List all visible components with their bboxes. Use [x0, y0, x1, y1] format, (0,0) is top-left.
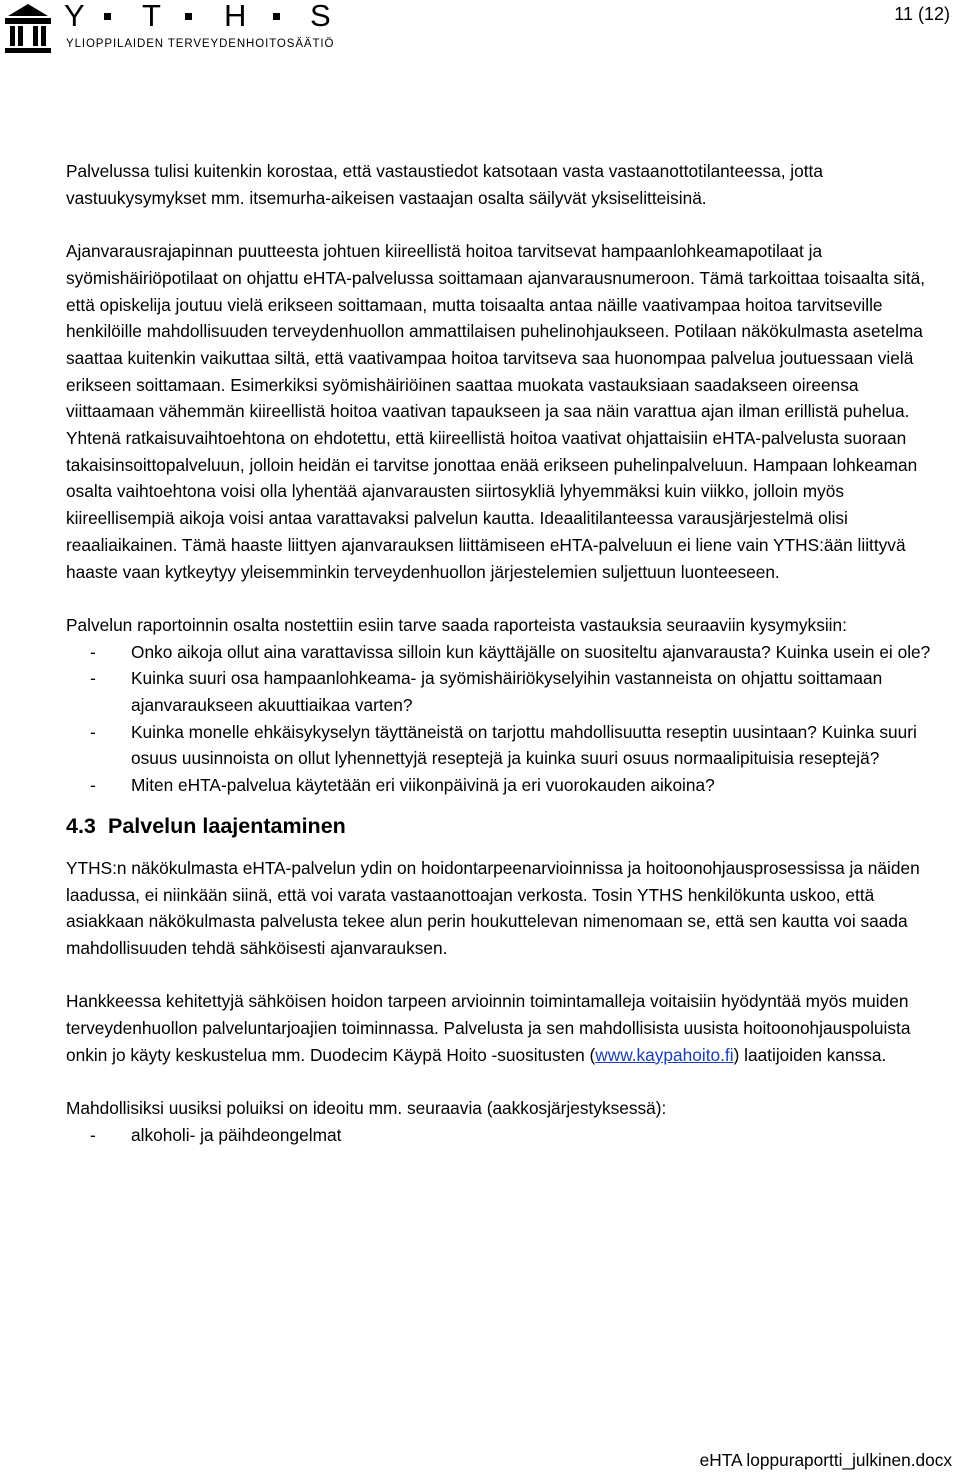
- list-dash: -: [90, 775, 96, 796]
- list-dash: -: [90, 721, 96, 742]
- section-title: Palvelun laajentaminen: [108, 813, 346, 838]
- list-item: [66, 719, 950, 772]
- list-item-text: Onko aikoja ollut aina varattavissa silloin kun käyttäjälle on suositeltu ajanvarausta? Kuinka usein ei ole?: [131, 641, 931, 662]
- list-dash: -: [90, 641, 96, 662]
- svg-text:H: H: [224, 0, 247, 30]
- paragraph-3: Palvelun raportoinnin osalta nostettiin esiin tarve saada raporteista vastauksia seuraaviin kysymyksiin:: [66, 614, 847, 635]
- page-header: [0, 0, 960, 60]
- yths-logo-icon: [2, 2, 54, 54]
- logo-wordmark: [64, 0, 344, 30]
- svg-text:T: T: [142, 0, 161, 30]
- list-item: [66, 639, 950, 666]
- section-number: 4.3: [66, 813, 96, 838]
- new-paths-list: [66, 1122, 950, 1149]
- paragraph-5-text-end: ) laatijoiden kanssa.: [733, 1044, 887, 1065]
- paragraph-5-text: Hankkeessa kehitettyjä sähköisen hoidon tarpeen arvioinnin toimintamalleja voitaisiin hyödyntää myös muiden terveydenhuollon palveluntarjoajien toiminnassa. Palvelusta ja sen mahdollisista uusista hoitoonohjauspoluista onkin jo käyty keskustelua mm. Duodecim Käypä Hoito -suositusten (: [66, 991, 911, 1065]
- svg-text:Y: Y: [64, 0, 85, 30]
- list-dash: -: [90, 668, 96, 689]
- list-dash: -: [90, 1124, 96, 1145]
- list-item-text: Miten eHTA-palvelua käytetään eri viikonpäivinä ja eri vuorokauden aikoina?: [131, 775, 715, 796]
- list-item-text: Kuinka monelle ehkäisykyselyn täyttäneistä on tarjottu mahdollisuutta reseptin uusintaan? Kuinka suuri osuus uusinnoista on ollut lyhennettyjä reseptejä ja kuinka suuri osuus normaalipituisia reseptejä?: [131, 721, 917, 769]
- paragraph-1: Palvelussa tulisi kuitenkin korostaa, että vastaustiedot katsotaan vasta vastaanottotilanteessa, jotta vastuukysymykset mm. itsemurha-aikeisen vastaajan osalta säilyvät yksiselitteisinä.: [66, 161, 823, 208]
- kaypahoito-link[interactable]: www.kaypahoito.fi: [595, 1044, 734, 1065]
- report-questions-list: [66, 639, 950, 799]
- section-heading: [66, 811, 950, 841]
- paragraph-5: [66, 988, 950, 1068]
- paragraph-6: Mahdollisiksi uusiksi poluiksi on ideoitu mm. seuraavia (aakkosjärjestyksessä):: [66, 1098, 667, 1119]
- logo-subtitle: YLIOPPILAIDEN TERVEYDENHOITOSÄÄTIÖ: [66, 38, 335, 50]
- paragraph-2: Ajanvarausrajapinnan puutteesta johtuen kiireellistä hoitoa tarvitsevat hampaanlohkeamapotilaat ja syömishäiriöpotilaat on ohjattu eHTA-palvelussa soittamaan ajanvarausnumeroon. Tämä tarkoittaa toisaalta sitä, että opiskelija joutuu vielä erikseen soittamaan, mutta toisaalta antaa näille vaativampaa hoitoa tarvitseville henkilöille mahdollisuuden terveydenhuollon ammattilaisen puhelinohjaukseen. Potilaan näkökulmasta asetelma saattaa kuitenkin vaikuttaa siltä, että vaativampaa hoitoa tarvitseva saa huonompaa palvelua joutuessaan vielä erikseen soittamaan. Esimerkiksi syömishäiriöinen saattaa muokata vastauksiaan saadakseen oireensa viittaamaan vähemmän kiireellistä hoitoa vaativan tapaukseen ja saa näin varattua ajan ilman erillistä puhelua. Yhtenä ratkaisuvaihtoehtona on ehdotettu, että kiireellistä hoitoa vaativat ohjattaisiin eHTA-palvelusta suoraan takaisinsoittopalveluun, jolloin heidän ei tarvitse jonottaa enää erikseen puhelinpalveluun. Hampaan lohkeaman osalta vaihtoehtona voisi olla lyhentää ajanvarausten siirtosykliä lyhyemmäksi kuin viikko, jolloin myös kiireellisempiä aikoja voisi antaa varattavaksi palvelun kautta. Ideaalitilanteessa varausjärjestelmä olisi reaaliaikainen. Tämä haaste liittyen ajanvarauksen liittämiseen eHTA-palveluun ei liene vain YTHS:ään liittyvä haaste vaan kytkeytyy yleisemminkin terveydenhuollon järjestelemien suljettuun luonteeseen.: [66, 241, 926, 582]
- list-item: [66, 1122, 950, 1149]
- paragraph-4: YTHS:n näkökulmasta eHTA-palvelun ydin on hoidontarpeenarvioinnissa ja hoitoonohjausprosessissa ja näiden laadussa, ei niinkään siinä, että voi varata vastaanottoajan verkosta. Tosin YTHS henkilökunta uskoo, että asiakkaan näkökulmasta palvelusta tekee alun perin houkuttelevan nimenomaan se, että sen kautta voi saada mahdollisuuden tehdä sähköisesti ajanvarauksen.: [66, 857, 920, 958]
- page-number: 11 (12): [894, 4, 950, 24]
- footer-filename: eHTA loppuraportti_julkinen.docx: [699, 1450, 952, 1470]
- list-item-text: alkoholi- ja päihdeongelmat: [131, 1124, 342, 1145]
- document-body: [66, 158, 950, 1149]
- svg-text:S: S: [310, 0, 331, 30]
- list-item: [66, 665, 950, 718]
- list-item: [66, 772, 950, 799]
- list-item-text: Kuinka suuri osa hampaanlohkeama- ja syömishäiriökyselyihin vastanneista on ohjattu soittamaan ajanvaraukseen akuuttiaikaa varten?: [131, 668, 883, 716]
